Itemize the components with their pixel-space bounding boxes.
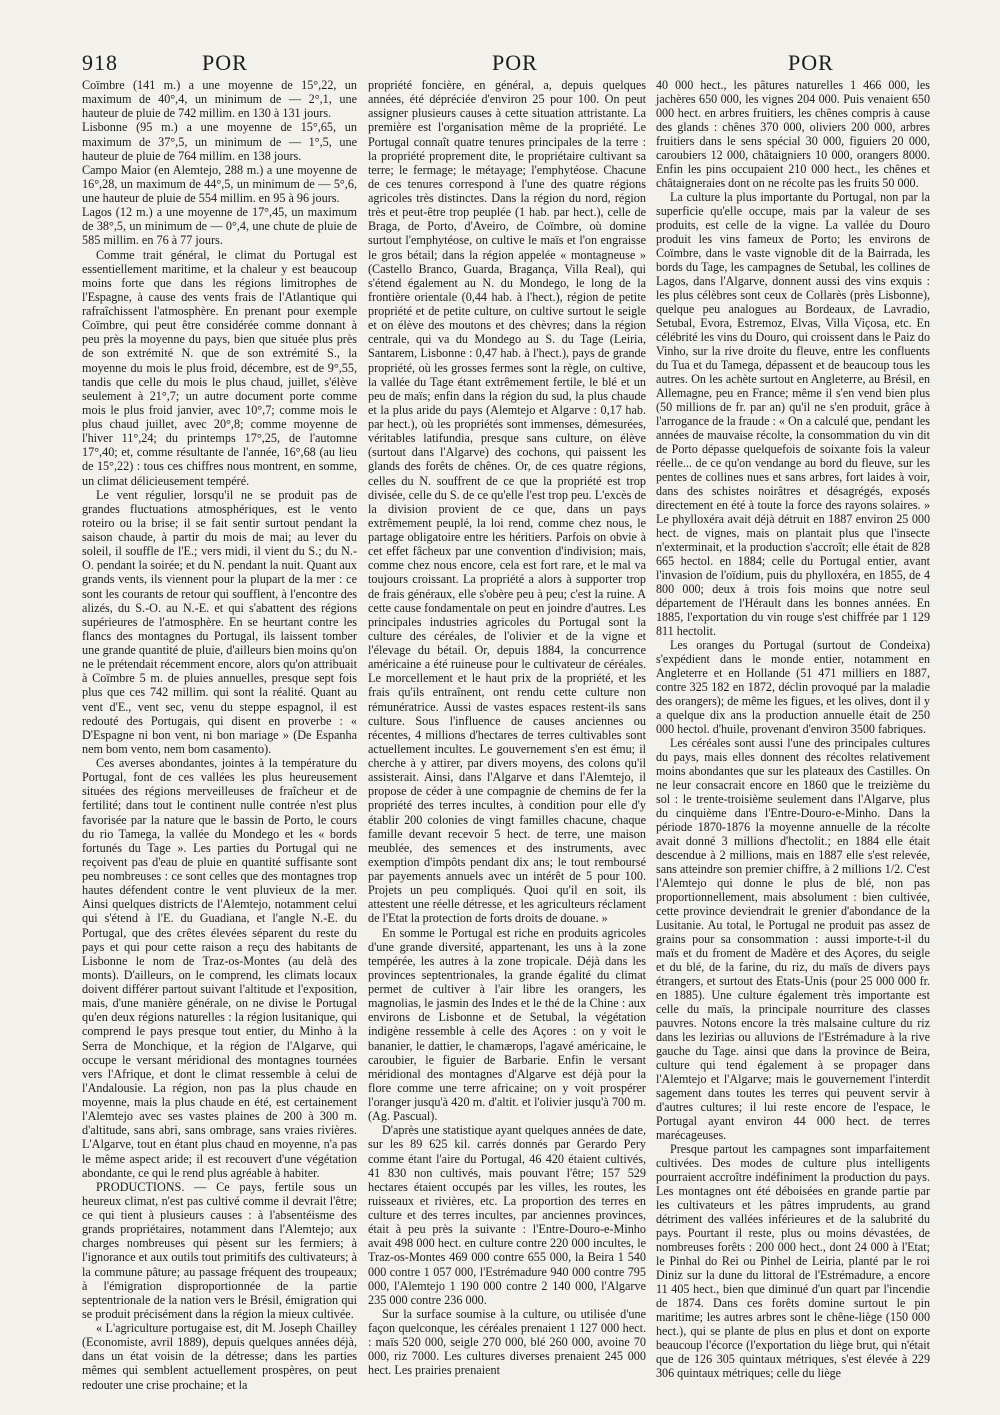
paragraph: Lisbonne (95 m.) a une moyenne de 15°,65, un maximum de 37°,5, un minimum de — 1°,5, une hauteur de pluie de 764 millim. en 138 jours.: [82, 120, 357, 163]
paragraph: propriété foncière, en général, a, depuis quelques années, été dépréciée d'environ 25 pour 100. On peut assigner plusieurs causes à cette situation attristante. La première est l'organisation même de la propriété. Le Portugal connaît quatre tenures principales de la terre : la propriété proprement dite, le propriétaire cultivant sa terre; le fermage; le métayage; l'emphytéose. Chacune de ces tenures correspond à l'une des quatre régions agricoles très distinctes. Dans la région du nord, région très et peut-être trop peuplée (1 hab. par hect.), celle de Braga, de Porto, d'Aveiro, de Coïmbre, où domine surtout l'emphytéose, on cultive le maïs et l'on engraisse le gros bétail; dans la région appelée « montagneuse » (Castello Branco, Guarda, Bragança, Villa Real), qui s'étend également au N. du Mondego, le long de la frontière orientale (0,44 hab. à l'hect.), région de petite propriété et de petite culture, on cultive surtout le seigle et on élève des moutons et des chèvres; dans la région centrale, qui va du Mondego au S. du Tage (Leiria, Santarem, Lisbonne : 0,47 hab. à l'hect.), pays de grande propriété, où les grosses fermes sont la règle, on cultive, la vallée du Tage étant extrêmement fertile, le blé et un peu de maïs; enfin dans la région du sud, la plus chaude et la plus aride du pays (Alemtejo et Algarve : 0,17 hab. par hect.), où les propriétés sont immenses, démesurées, véritables latifundia, presque sans culture, on élève (surtout dans l'Algarve) des cochons, qui paissent les glands des forêts de chênes. Or, de ces quatre régions, celles du N. souffrent de ce que la propriété est trop divisée, celle du S. de ce qu'elle l'est trop peu. L'excès de la division provient de ce que, dans un pays extrêmement peuplé, la loi rend, comme chez nous, le partage obligatoire entre les héritiers. Parfois on obvie à cet effet fâcheux par une convention d'indivision; mais, comme chez nous encore, cela est fort rare, et le mal va toujours croissant. La propriété a alors à supporter trop de frais généraux, elle s'obère peu à peu; c'est la ruine. A cette cause fondamentale on peut en joindre d'autres. Les principales industries agricoles du Portugal sont la culture des céréales, de l'olivier et de la vigne et l'élevage du bétail. Or, depuis 1884, la concurrence américaine a été ruineuse pour le cultivateur de céréales. Le morcellement et le haut prix de la propriété, et les frais qu'ils entraînent, ont rendu cette culture non rémunératrice. Aussi de vastes espaces restent-ils sans culture. Sous l'influence de causes anciennes ou récentes, 4 millions d'hectares de terres cultivables sont actuellement incultes. Le gouvernement s'en est ému; il cherche à y attirer, par divers moyens, des colons qu'il assisterait. Ainsi, dans l'Algarve et dans l'Alemtejo, il propose de céder à une compagnie de chemins de fer la propriété des terres incultes, à condition pour elle d'y établir 200 colonies de vingt familles chacune, chaque famille devant recevoir 5 hect. de terre, une maison meublée, des semences et des instruments, avec exemption d'impôts pendant dix ans; le tout remboursé par payements annuels avec un intérêt de 5 pour 100. Projets un peu compliqués. Quoi qu'il en soit, ils attestent une réelle détresse, et les agriculteurs réclament de l'Etat la protection de forts droits de douane. »: [368, 78, 646, 926]
running-head-right: POR: [788, 50, 834, 75]
paragraph: Ces averses abondantes, jointes à la température du Portugal, font de ces vallées les plus heureusement situées des régions merveilleuses de fraîcheur et de fertilité; dans tout le continent nulle contrée n'est plus favorisée par la nature que le bassin de Porto, le cours du rio Tamega, la vallée du Mondego et les « bords fortunés du Tage ». Les parties du Portugal qui ne reçoivent pas d'eau de pluie en quantité suffisante sont peu nombreuses : ce sont celles que des montagnes trop hautes défendent contre le vent pluvieux de la mer. Ainsi quelques districts de l'Alemtejo, notamment celui qui s'étend à l'E. du Guadiana, et l'angle N.-E. du Portugal, que des crêtes élevées séparent du reste du pays et qui pour cette raison a reçu des habitants de Lisbonne le nom de Traz-os-Montes (au delà des monts). D'ailleurs, on le comprend, les climats locaux doivent différer partout suivant l'altitude et l'exposition, mais, d'une manière générale, on ne divise le Portugal qu'en deux régions naturelles : la région lusitanique, qui comprend le pays presque tout entier, du Minho à la Serra de Monchique, et la région de l'Algarve, qui occupe le versant méridional des montagnes tournées vers l'Afrique, et dont le climat ressemble à celui de l'Andalousie. La région, non pas la plus chaude en moyenne, mais la plus chaude en été, est certainement l'Alemtejo avec ses vastes plaines de 200 à 300 m. d'altitude, sans abri, sans ombrage, sans vraies rivières. L'Algarve, tout en étant plus chaud en moyenne, n'a pas le même aspect aride; il est recouvert d'une végétation abondante, ce qui le rend plus agréable à habiter.: [82, 756, 357, 1180]
running-head-left: POR: [202, 50, 248, 75]
paragraph: 40 000 hect., les pâtures naturelles 1 466 000, les jachères 650 000, les vignes 204 000. Puis venaient 650 000 hect. en arbres fruitiers, les chênes compris à cause des glands : chênes 370 000, oliviers 200 000, arbres fruitiers dans le sens spécial 30 000, figuiers 20 000, caroubiers 12 000, châtaigniers 10 000, orangers 8000. Enfin les pins occupaient 210 000 hect., les chênes et châtaigneraies dont on ne récolte pas les fruits 50 000.: [656, 78, 930, 190]
column-left: [82, 78, 357, 1392]
paragraph: PRODUCTIONS. — Ce pays, fertile sous un heureux climat, n'est pas cultivé comme il devrait l'être; ce qui tient à plusieurs causes : à l'absentéisme des grands propriétaires, notamment dans l'Alemtejo; aux charges nombreuses qui pèsent sur les fermiers; à l'ignorance et aux outils tout primitifs des cultivateurs; à la commune pâture; au passage fréquent des troupeaux; à l'émigration disproportionnée de la partie septentrionale de la nation vers le Brésil, émigration qui se produit précisément dans la région la mieux cultivée.: [82, 1179, 357, 1321]
running-head-center: POR: [492, 50, 538, 75]
paragraph: « L'agriculture portugaise est, dit M. Joseph Chailley (Economiste, avril 1889), depuis quelques années déjà, dans un état voisin de la détresse; dans les parties mêmes qui semblent actuellement prospères, on peut redouter une crise prochaine; et la: [82, 1321, 357, 1392]
column-right: [656, 78, 930, 1380]
paragraph: Presque partout les campagnes sont imparfaitement cultivées. Des modes de culture plus intelligents pourraient accroître indéfiniment la production du pays. Les montagnes ont été déboisées en grande partie par les cultivateurs et les pâtres imprudents, au grand détriment des vallées inférieures et de la salubrité du pays. Pourtant il reste, plus ou moins dévastées, de nombreuses forêts : 200 000 hect., dont 24 000 à l'Etat; le Pinhal do Rei ou Pinhel de Leiria, planté par le roi Diniz sur la dune du littoral de l'Estrémadure, a encore 11 405 hect., bien que diminué d'un quart par l'incendie de 1874. Dans ces forêts domine surtout le pin maritime; les autres arbres sont le chêne-liège (150 000 hect.), qui se plante de plus en plus et dont on exporte beaucoup l'écorce (l'exportation du liège brut, qui n'était que de 126 305 quintaux métriques, s'est élevée à 229 306 quintaux métriques; celle du liège: [656, 1142, 930, 1380]
column-middle: [368, 78, 646, 1378]
paragraph: D'après une statistique ayant quelques années de date, sur les 89 625 kil. carrés donnés par Gerardo Pery comme étant l'aire du Portugal, 46 420 étaient cultivés, 41 830 non cultivés, mais pouvant l'être; 157 529 hectares étaient occupés par les villes, les routes, les ruisseaux et rivières, etc. La proportion des terres en culture et des terres incultes, par anciennes provinces, était à peu près la suivante : l'Entre-Douro-e-Minho avait 498 000 hect. en culture contre 220 000 incultes, le Traz-os-Montes 469 000 contre 655 000, la Beira 1 540 000 contre 1 057 000, l'Estrémadure 940 000 contre 795 000, l'Alemtejo 1 190 000 contre 2 140 000, l'Algarve 235 000 contre 236 000.: [368, 1123, 646, 1307]
paragraph: Campo Maior (en Alemtejo, 288 m.) a une moyenne de 16°,28, un maximum de 44°,5, un minimum de — 5°,6, une hauteur de pluie de 554 millim. en 95 à 96 jours.: [82, 162, 357, 205]
paragraph: Comme trait général, le climat du Portugal est essentiellement maritime, et la chaleur y est beaucoup moins forte que dans les régions limitrophes de l'Espagne, à cause des vents frais de l'Atlantique qui rafraîchissent l'atmosphère. En prenant pour exemple Coïmbre, qui peut être considérée comme donnant à peu près la moyenne du pays, bien que située plus près de son extrémité N. que de son extrémité S., la moyenne du mois le plus froid, décembre, est de 9°,55, tandis que celle du mois le plus chaud, juillet, s'élève seulement à 21°,7; un autre document porte comme mois le plus froid janvier, avec 10°,7; comme mois le plus chaud juillet, avec 20°,8; comme moyenne de l'hiver 11°,24; du printemps 17°,25, de l'automne 17°,40; et, comme résultante de l'année, 16°,68 (au lieu de 15°,22) : tous ces chiffres nous montrent, en somme, un climat délicieusement tempéré.: [82, 247, 357, 488]
paragraph: En somme le Portugal est riche en produits agricoles d'une grande diversité, appartenant, les uns à la zone tempérée, les autres à la zone tropicale. Déjà dans les provinces septentrionales, la grande égalité du climat permet de cultiver à l'air libre les orangers, les magnolias, le jasmin des Indes et le thé de la Chine : aux environs de Lisbonne et de Setubal, la végétation indigène ressemble à celle des Açores : on y voit le bananier, le dattier, le chamærops, l'agavé américaine, le caroubier, le figuier de Barbarie. Enfin le versant méridional des montagnes d'Algarve est déjà pour la flore comme une terre africaine; on y voit prospérer l'oranger jusqu'à 420 m. d'altit. et l'olivier jusqu'à 700 m. (Ag. Pascual).: [368, 925, 646, 1124]
paragraph: Coïmbre (141 m.) a une moyenne de 15°,22, un maximum de 40°,4, un minimum de — 2°,1, une hauteur de pluie de 742 millim. en 130 à 131 jours.: [82, 78, 357, 121]
paragraph: Sur la surface soumise à la culture, ou utilisée d'une façon quelconque, les céréales prenaient 1 127 000 hect. : maïs 520 000, seigle 270 000, blé 260 000, avoine 70 000, riz 7000. Les cultures diverses prenaient 245 000 hect. Les prairies prenaient: [368, 1306, 646, 1378]
paragraph: Les céréales sont aussi l'une des principales cultures du pays, mais elles donnent des récoltes relativement moins abondantes que sur les plateaux des Castilles. On ne leur consacrait encore en 1860 que le treizième du sol : le trente-troisième seulement dans l'Algarve, plus du cinquième dans l'Entre-Douro-e-Minho. Dans la période 1870-1876 la moyenne annuelle de la récolte avait donné 3 millions d'hectolit.; en 1884 elle était descendue à 2 millions, mais en 1887 elle s'est relevée, sans atteindre son premier chiffre, à 2 millions 1/2. C'est l'Alemtejo qui donne le plus de blé, non pas proportionnellement, mais absolument : bien cultivée, cette province deviendrait le grenier d'abondance de la Lusitanie. Au total, le Portugal ne produit pas assez de grains pour sa consommation : aussi importe-t-il du maïs et du froment de Madère et des Açores, du seigle et du blé, de la farine, du riz, du maïs de divers pays étrangers, et surtout des Etats-Unis (pour 25 000 000 fr. en 1885). Une culture également très importante est celle du maïs, la principale nourriture des classes pauvres. Notons encore la très malsaine culture du riz dans les lezirias ou alluvions de l'Estrémadure à la rive gauche du Tage. ainsi que dans la province de Beira, culture qui tend également à se propager dans l'Alemtejo et l'Algarve; mais le gouvernement l'interdit sagement dans toutes les terres qui peuvent servir à d'autres cultures; il lui reste encore de l'espace, le Portugal ayant environ 44 000 hect. de terres marécageuses.: [656, 736, 930, 1142]
page-number: 918: [82, 50, 118, 75]
paragraph: Lagos (12 m.) a une moyenne de 17°,45, un maximum de 38°,5, un minimum de — 0°,4, une chute de pluie de 585 millim. en 76 à 77 jours.: [82, 205, 357, 248]
paragraph: La culture la plus importante du Portugal, non par la superficie qu'elle occupe, mais par la valeur de ses produits, est celle de la vigne. La vallée du Douro produit les vins fameux de Porto; les environs de Coïmbre, dans le vaste vignoble dit de la Bairrada, les bords du Tage, les campagnes de Setubal, les collines de Lagos, dans l'Algarve, donnent aussi des vins exquis : les plus célèbres sont ceux de Collarès (près Lisbonne), quelque peu analogues au Bordeaux, de Lavradio, Setubal, Evora, Estremoz, Elvas, Villa Viçosa, etc. En célébrité les vins du Douro, qui croissent dans le Paiz do Vinho, sur la rive droite du fleuve, entre les confluents du Tua et du Tamega, dépassent et de beaucoup tous les autres. On les achète surtout en Angleterre, au Brésil, en Allemagne, peu en France; même il s'en vend bien plus (50 millions de fr. par an) qu'il ne s'en produit, grâce à l'arrogance de la fraude : « On a calculé que, pendant les années de mauvaise récolte, la consommation du vin dit de Porto dépasse quelquefois de soixante fois la valeur réelle... de ce qu'on vendange au bord du fleuve, sur les pentes de collines nues et sans arbres, fort laides à voir, dans des schistes noirâtres et désagrégés, exposés directement en été à toute la force des rayons solaires. » Le phylloxéra avait déjà détruit en 1887 environ 25 000 hect. de vignes, mais on plantait plus que l'insecte n'exterminait, et la production s'accroît; elle était de 828 665 hectol. en 1884; celle du Portugal entier, avant l'invasion de l'oïdium, puis du phylloxéra, en 1855, de 4 800 000; deux à trois fois moins que notre seul département de l'Hérault dans les bonnes années. En 1885, l'exportation du vin rouge s'est chiffrée par 1 129 811 hectolit.: [656, 190, 930, 638]
paragraph: Le vent régulier, lorsqu'il ne se produit pas de grandes fluctuations atmosphériques, est le vento roteiro ou la brise; il se fait sentir surtout pendant la saison chaude, à partir du mois de mai; au lever du soleil, il souffle de l'E.; vers midi, il vient du S.; du N.-O. pendant la soirée; et du N. pendant la nuit. Quant aux grands vents, ils viennent pour la plupart de la mer : ce sont les courants de retour qui soufflent, à l'encontre des alizés, du S.-O. au N.-E. et qui s'abattent des régions supérieures de l'atmosphère. En se heurtant contre les flancs des montagnes du Portugal, ils laissent tomber une grande quantité de pluie, d'ailleurs bien moins qu'on ne le prétendait récemment encore, alors qu'on attribuait à Coïmbre 5 m. de pluies annuelles, presque sept fois plus que ces 742 millim. qui sont la réalité. Quant au vent d'E., vent sec, venu du steppe espagnol, il est redouté des Portugais, qui disent en proverbe : « D'Espagne ni bon vent, ni bon mariage » (De Espanha nem bom vento, nem bom casamento).: [82, 487, 357, 756]
paragraph: Les oranges du Portugal (surtout de Condeixa) s'expédient dans le monde entier, notamment en Angleterre et en Hollande (51 471 milliers en 1887, contre 325 182 en 1872, déclin provoqué par la maladie des orangers); de même les figues, et les olives, dont il y a quelque dix ans la production annuelle était de 250 000 hectol. d'huile, provenant d'environ 3500 fabriques.: [656, 638, 930, 736]
